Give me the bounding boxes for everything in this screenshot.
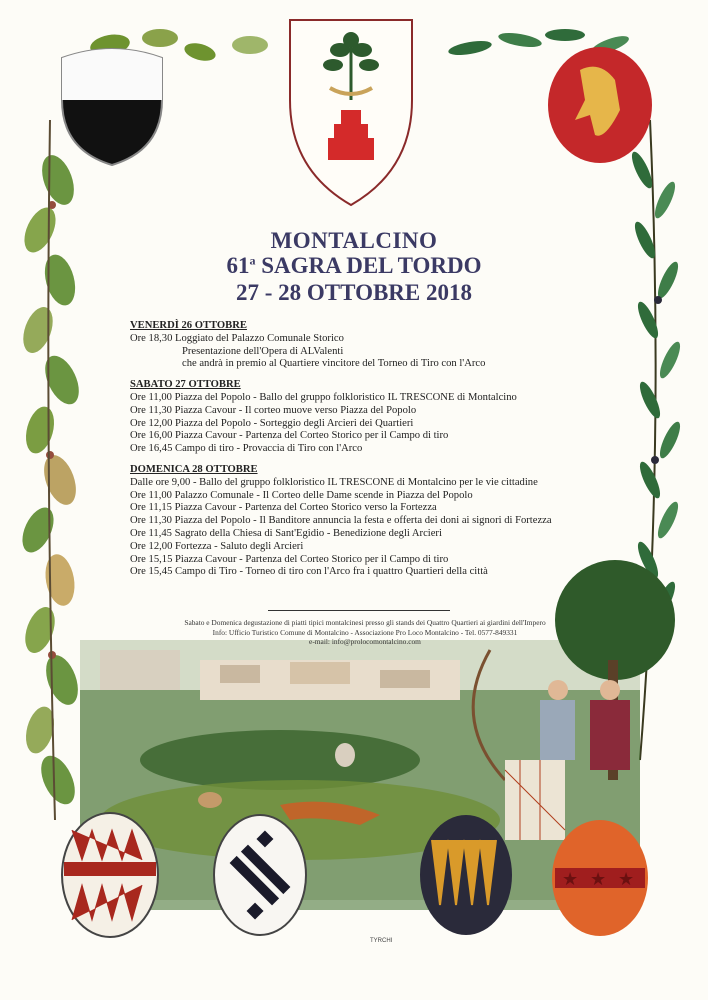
left-leaf-border [16,120,86,820]
program-line: Ore 12,00 Fortezza - Saluto degli Arcieri [130,540,304,552]
svg-text:★: ★ [562,869,579,889]
day-heading-sunday: DOMENICA 28 OTTOBRE [130,463,258,475]
svg-text:★: ★ [618,869,635,889]
edition-ordinal: a [249,253,256,268]
program-line: che andrà in premio al Quartiere vincitore del Torneo di Tiro con l'Arco [182,358,486,370]
program-line: Presentazione dell'Opera di ALValenti [182,345,344,357]
program-line: Ore 11,00 Piazza del Popolo - Ballo del gruppo folkloristico IL TRESCONE di Montalcino [130,391,517,403]
program-line: Ore 11,15 Piazza Cavour - Partenza del Corteo Storico verso la Fortezza [130,502,437,514]
footer-email[interactable]: e-mail: info@prolocomontalcino.com [309,637,421,647]
program-line: Ore 16,00 Piazza Cavour - Partenza del Corteo Storico per il Campo di tiro [130,430,449,442]
program-line: Dalle ore 9,00 - Ballo del gruppo folkloristico IL TRESCONE di Montalcino per le vie cittadine [130,476,538,488]
event-program [130,320,620,579]
shield-red-lion [548,47,652,163]
program-line: Ore 11,30 Piazza del Popolo - Il Banditore annuncia la festa e offerta dei doni ai signori di Fortezza [130,515,552,527]
festival-name: SAGRA DEL TORDO [255,253,482,278]
shield-bottom-3 [420,815,512,935]
shield-black-white [62,49,162,165]
montalcino-coat-of-arms [290,20,412,205]
program-line: Ore 15,45 Campo di Tiro - Torneo di tiro con l'Arco fra i quattro Quartieri della città [130,566,488,578]
divider [268,610,450,611]
shield-bottom-1 [62,813,158,937]
artist-signature: TYRCHI [370,938,393,944]
svg-text:★: ★ [590,869,607,889]
program-line: Ore 15,15 Piazza Cavour - Partenza del Corteo Storico per il Campo di tiro [130,553,449,565]
program-line: Ore 11,30 Piazza Cavour - Il corteo muove verso Piazza del Popolo [130,404,417,416]
footer-contact-info: Info: Ufficio Turistico Comune di Montalcino - Associazione Pro Loco Montalcino - Tel. 0577-849331 [212,627,518,637]
footer-tasting-note: Sabato e Domenica degustazione di piatti tipici montalcinesi presso gli stands dei Quattro Quartieri ai giardini dell'Impero [184,618,546,627]
program-line: Ore 11,00 Palazzo Comunale - Il Corteo delle Dame scende in Piazza del Popolo [130,489,473,501]
program-line: Ore 16,45 Campo di tiro - Provaccia di Tiro con l'Arco [130,443,363,455]
program-line: Ore 12,00 Piazza del Popolo - Sorteggio degli Arcieri dei Quartieri [130,417,414,429]
shield-bottom-4 [552,820,648,936]
title-town: MONTALCINO [270,228,438,253]
title-dates: 27 - 28 OTTOBRE 2018 [236,280,472,305]
day-heading-saturday: SABATO 27 OTTOBRE [130,379,241,391]
shield-bottom-2 [214,815,306,935]
day-heading-friday: VENERDÌ 26 OTTOBRE [130,320,247,331]
program-line: Ore 11,45 Sagrato della Chiesa di Sant'Egidio - Benedizione degli Arcieri [130,527,442,539]
title-festival [0,253,708,279]
footer-info [120,618,610,647]
edition-number: 61 [226,253,250,278]
program-line: Ore 18,30 Loggiato del Palazzo Comunale Storico [130,332,344,344]
